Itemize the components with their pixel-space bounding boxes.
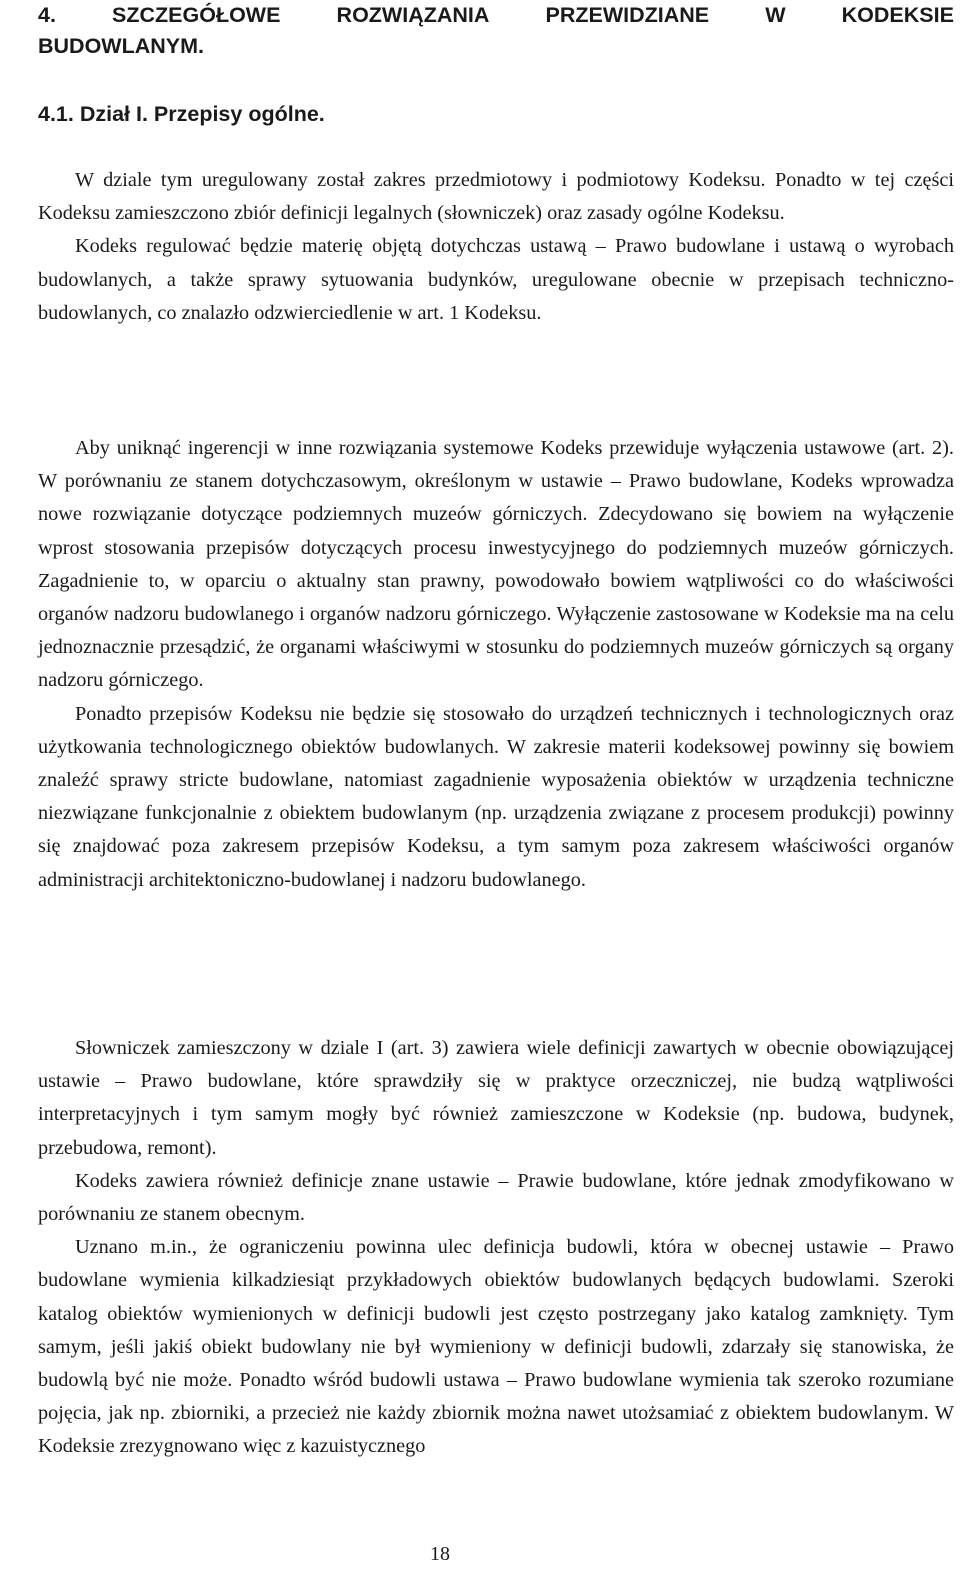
heading-word: SZCZEGÓŁOWE bbox=[112, 3, 281, 27]
section-heading-line-2: BUDOWLANYM. bbox=[38, 34, 205, 58]
paragraph: Ponadto przepisów Kodeksu nie będzie się stosowało do urządzeń technicznych i technologicznych oraz użytkowania technologicznego obiektów budowlanych. W zakresie materii kodeksowej powinny się bowiem znaleźć sprawy stricte budowlane, natomiast zagadnienie wyposażenia obiektów w urządzenia techniczne niezwiązane funkcjonalnie z obiektem budowlanym (np. urządzenia związane z procesem produkcji) powinny się znajdować poza zakresem przepisów Kodeksu, a tym samym poza zakresem właściwości organów administracji architektoniczno-budowlanej i nadzoru budowlanego. bbox=[38, 702, 954, 891]
subsection-heading: 4.1. Dział I. Przepisy ogólne. bbox=[38, 102, 325, 126]
heading-word: ROZWIĄZANIA bbox=[336, 3, 490, 27]
text-block-exclusions bbox=[38, 432, 954, 897]
section-heading-line-1 bbox=[38, 0, 954, 31]
paragraph: Kodeks regulować będzie materię objętą dotychczas ustawą – Prawo budowlane i ustawą o wyrobach budowlanych, a także sprawy sytuowania budynków, uregulowane obecnie w przepisach techniczno-budowlanych, co znalazło odzwierciedlenie w art. 1 Kodeksu. bbox=[38, 235, 954, 324]
heading-word: W bbox=[765, 3, 786, 27]
heading-word: KODEKSIE bbox=[841, 3, 954, 27]
paragraph: Uznano m.in., że ograniczeniu powinna ulec definicja budowli, która w obecnej ustawie – Prawo budowlane wymienia kilkadziesiąt przykładowych obiektów budowlanych będących budowlami. Szeroki katalog obiektów wymienionych w definicji budowli jest często postrzegany jako katalog zamknięty. Tym samym, jeśli jakiś obiekt budowlany nie był wymieniony w definicji budowli, zdarzały się stanowiska, że budowlą być nie może. Ponadto wśród budowli ustawa – Prawo budowlane wymienia tak szeroko rozumiane pojęcia, jak np. zbiorniki, a przecież nie każdy zbiornik można nawet utożsamiać z obiektem budowlanym. W Kodeksie zrezygnowano więc z kazuistycznego bbox=[38, 1236, 954, 1458]
heading-word: PRZEWIDZIANE bbox=[545, 3, 710, 27]
paragraph: W dziale tym uregulowany został zakres przedmiotowy i podmiotowy Kodeksu. Ponadto w tej części Kodeksu zamieszczono zbiór definicji legalnych (słowniczek) oraz zasady ogólne Kodeksu. bbox=[38, 169, 954, 225]
paragraph: Słowniczek zamieszczony w dziale I (art. 3) zawiera wiele definicji zawartych w obecnie obowiązującej ustawie – Prawo budowlane, które sprawdziły się w praktyce orzeczniczej, nie budzą wątpliwości interpretacyjnych i tym samym mogły być również zamieszczone w Kodeksie (np. budowa, budynek, przebudowa, remont). bbox=[38, 1037, 954, 1159]
page-number: 18 bbox=[430, 1543, 450, 1565]
heading-word: 4. bbox=[38, 3, 56, 27]
text-block-definitions bbox=[38, 1032, 954, 1464]
section-heading bbox=[38, 0, 954, 62]
paragraph: Kodeks zawiera również definicje znane ustawie – Prawie budowlane, które jednak zmodyfikowano w porównaniu ze stanem obecnym. bbox=[38, 1169, 954, 1226]
text-block-intro bbox=[38, 164, 954, 330]
paragraph: Aby uniknąć ingerencji w inne rozwiązania systemowe Kodeks przewiduje wyłączenia ustawowe (art. 2). W porównaniu ze stanem dotychczasowym, określonym w ustawie – Prawo budowlane, Kodeks wprowadza nowe rozwiązanie dotyczące podziemnych muzeów górniczych. Zdecydowano się bowiem na wyłączenie wprost stosowania przepisów dotyczących procesu inwestycyjnego do podziemnych muzeów górniczych. Zagadnienie to, w oparciu o aktualny stan prawny, powodowało bowiem wątpliwości co do właściwości organów nadzoru budowlanego i organów nadzoru górniczego. Wyłączenie zastosowane w Kodeksie ma na celu jednoznacznie przesądzić, że organami właściwymi w stosunku do podziemnych muzeów górniczych są organy nadzoru górniczego. bbox=[38, 437, 954, 692]
